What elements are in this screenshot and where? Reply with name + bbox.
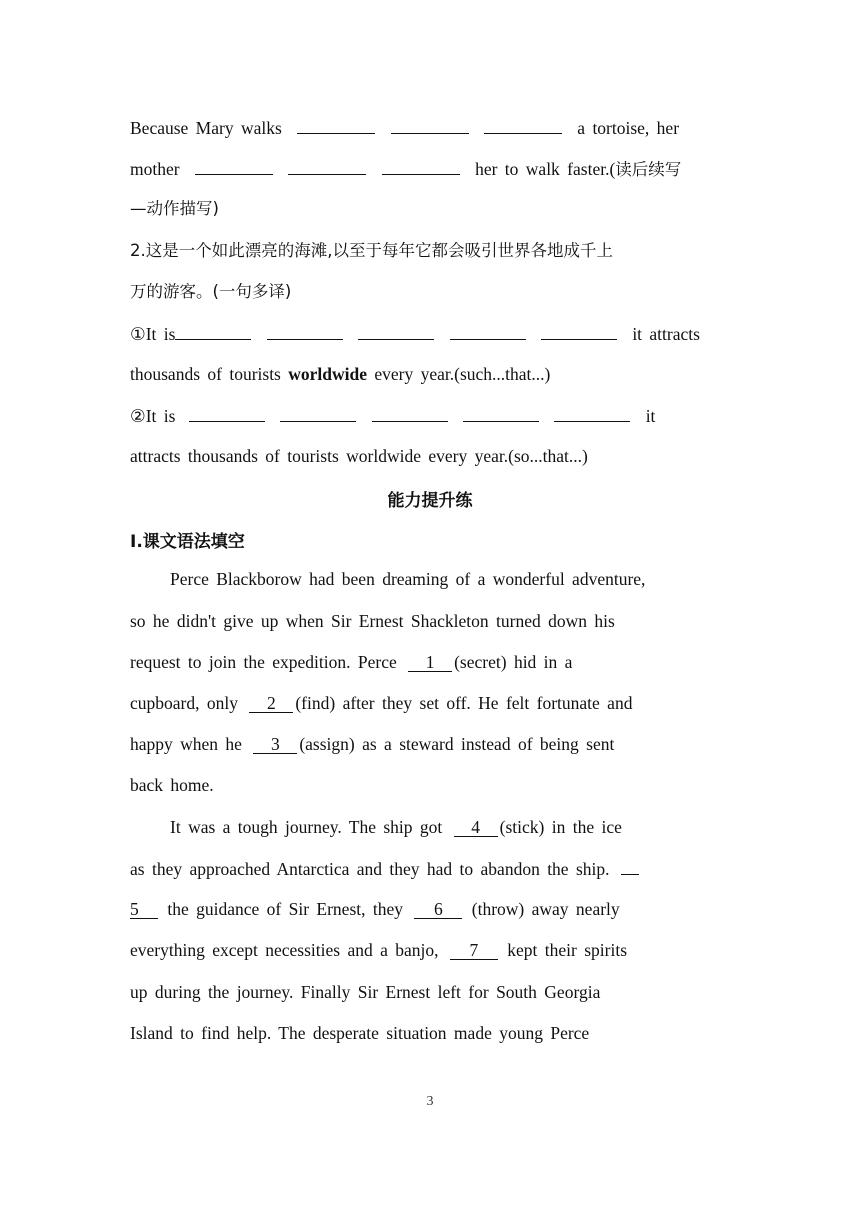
section-heading: 能力提升练 <box>387 491 473 511</box>
text: (secret) hid in a <box>454 652 573 672</box>
blank-1[interactable]: 1 <box>408 653 452 672</box>
blank-3[interactable]: 3 <box>253 735 297 754</box>
q1-line-3: —动作描写) <box>130 199 219 218</box>
answer-blank[interactable] <box>189 404 265 422</box>
passage-line: back home. <box>130 775 214 795</box>
passage-line <box>130 733 730 755</box>
answer-blank[interactable] <box>267 322 343 340</box>
q2-answer-1-line-2 <box>130 363 730 385</box>
text: ①It is <box>130 324 176 344</box>
q2-answer-2-line-1 <box>130 404 730 427</box>
blank-7[interactable]: 7 <box>450 941 498 960</box>
answer-blank[interactable] <box>541 322 617 340</box>
answer-blank[interactable] <box>382 157 460 175</box>
text: it attracts <box>632 324 700 344</box>
passage-line <box>170 816 740 838</box>
blank-2[interactable]: 2 <box>249 694 293 713</box>
text: kept their spirits <box>507 940 627 960</box>
answer-blank[interactable] <box>554 404 630 422</box>
bold-keyword: worldwide <box>288 364 367 384</box>
answer-blank[interactable] <box>358 322 434 340</box>
passage-line <box>130 692 730 714</box>
answer-blank[interactable] <box>280 404 356 422</box>
q1-line-1 <box>130 116 730 139</box>
text: Because Mary walks <box>130 118 282 138</box>
text: thousands of tourists <box>130 364 281 384</box>
q1-line-2 <box>130 157 730 181</box>
text: it <box>645 406 656 426</box>
answer-blank[interactable] <box>450 322 526 340</box>
passage-line: up during the journey. Finally Sir Ernest left for South Georgia <box>130 982 601 1002</box>
text: request to join the expedition. Perce <box>130 652 397 672</box>
passage-line <box>130 939 730 961</box>
text: happy when he <box>130 734 242 754</box>
passage-line: so he didn't give up when Sir Ernest Shackleton turned down his <box>130 611 615 631</box>
text: mother <box>130 159 180 179</box>
passage-line <box>130 651 730 673</box>
text: (find) after they set off. He felt fortunate and <box>295 693 633 713</box>
text: everything except necessities and a banjo, <box>130 940 439 960</box>
answer-blank[interactable] <box>195 157 273 175</box>
passage-line: Perce Blackborow had been dreaming of a wonderful adventure, <box>170 569 646 589</box>
answer-blank[interactable] <box>484 116 562 134</box>
section-title: Ⅰ.课文语法填空 <box>130 532 245 552</box>
text: (throw) away nearly <box>471 899 620 919</box>
answer-blank[interactable] <box>288 157 366 175</box>
text: (stick) in the ice <box>499 817 622 837</box>
answer-blank[interactable] <box>391 116 469 134</box>
blank-5-start[interactable] <box>621 857 639 875</box>
answer-blank[interactable] <box>463 404 539 422</box>
passage-line <box>130 898 730 920</box>
answer-blank[interactable] <box>372 404 448 422</box>
text: ②It is <box>130 406 176 426</box>
passage-line: Island to find help. The desperate situation made young Perce <box>130 1023 590 1043</box>
blank-4[interactable]: 4 <box>454 818 498 837</box>
text: (assign) as a steward instead of being sent <box>299 734 615 754</box>
text: cupboard, only <box>130 693 238 713</box>
answer-blank[interactable] <box>297 116 375 134</box>
blank-5[interactable]: 5 <box>130 900 158 919</box>
text: every year.(such...that...) <box>374 364 551 384</box>
answer-blank[interactable] <box>175 322 251 340</box>
q2-prompt-1: 2.这是一个如此漂亮的海滩,以至于每年它都会吸引世界各地成千上 <box>130 241 613 260</box>
text: the guidance of Sir Ernest, they <box>167 899 404 919</box>
text: 读后续写 <box>615 160 682 179</box>
text: her to walk faster.( <box>475 159 616 179</box>
q2-answer-1-line-1 <box>130 322 730 345</box>
passage-line <box>130 857 730 880</box>
blank-6[interactable]: 6 <box>414 900 462 919</box>
text: as they approached Antarctica and they had to abandon the ship. <box>130 859 610 879</box>
text: a tortoise, her <box>577 118 680 138</box>
text: It was a tough journey. The ship got <box>170 817 443 837</box>
q2-answer-2-line-2: attracts thousands of tourists worldwide every year.(so...that...) <box>130 446 588 466</box>
page-number: 3 <box>426 1094 434 1109</box>
q2-prompt-2: 万的游客。(一句多译) <box>130 282 292 301</box>
